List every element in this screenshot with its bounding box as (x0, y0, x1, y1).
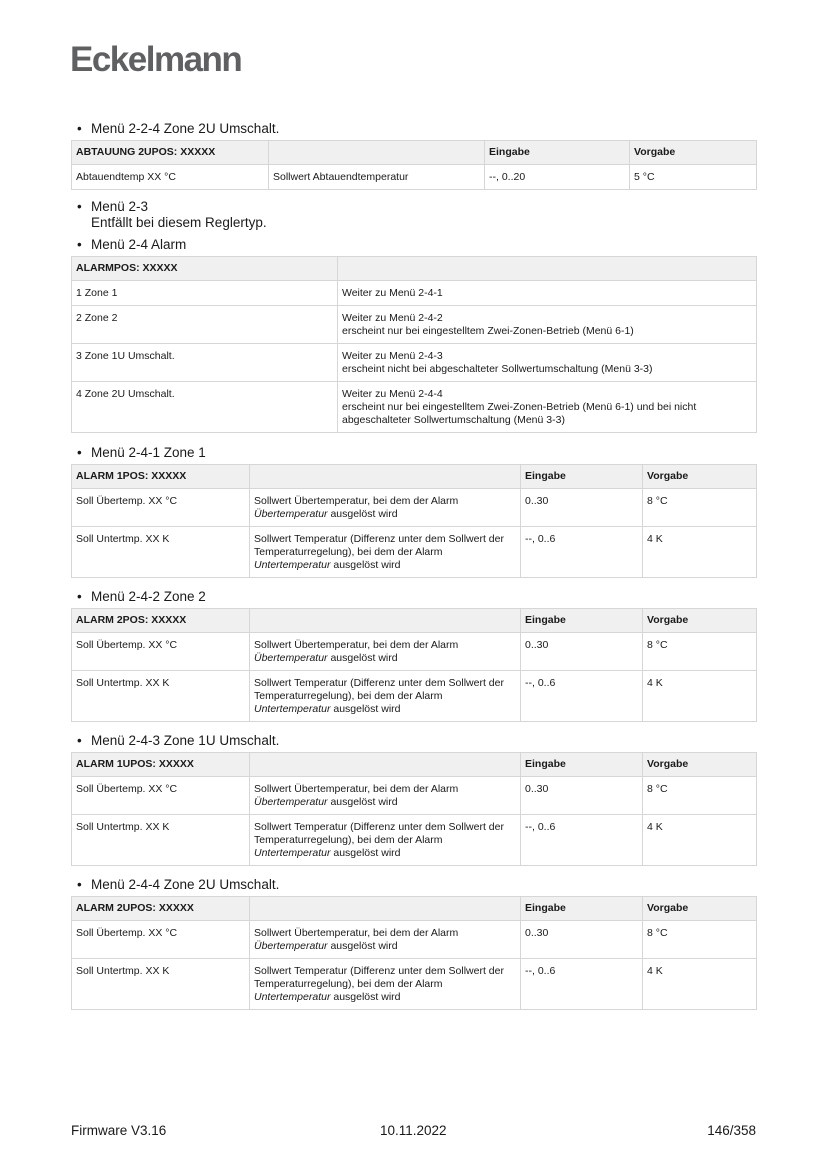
table-header-cell: Eingabe (485, 141, 630, 165)
parameter-table (71, 256, 757, 433)
table-header-row (72, 609, 757, 633)
table-header-cell: ALARM 2POS: XXXXX (72, 609, 250, 633)
table-header-row (72, 141, 757, 165)
table-row (72, 671, 757, 722)
menu-section (71, 121, 756, 190)
table-cell (250, 489, 521, 527)
table-row (72, 281, 757, 306)
parameter-table (71, 464, 757, 578)
cell-text: Temperaturregelung), bei dem der Alarm (254, 690, 443, 702)
menu-section (71, 199, 756, 231)
cell-text: ausgelöst wird (327, 940, 398, 952)
section-heading (71, 121, 756, 137)
cell-text: ausgelöst wird (330, 559, 401, 571)
table-cell: 8 °C (643, 489, 757, 527)
table-cell (338, 382, 757, 433)
cell-line (254, 703, 516, 716)
footer-date: 10.11.2022 (380, 1123, 447, 1138)
cell-text: Sollwert Temperatur (Differenz unter dem Sollwert der (254, 965, 504, 977)
cell-text: Sollwert Temperatur (Differenz unter dem Sollwert der (254, 533, 504, 545)
table-header-cell: Eingabe (521, 753, 643, 777)
cell-text: Sollwert Übertemperatur, bei dem der Alarm (254, 639, 459, 651)
table-row (72, 344, 757, 382)
table-header-row (72, 465, 757, 489)
table-header-cell: ALARM 1UPOS: XXXXX (72, 753, 250, 777)
cell-line (342, 388, 752, 401)
cell-text: Weiter zu Menü 2-4-4 (342, 388, 443, 400)
cell-text: Temperaturregelung), bei dem der Alarm (254, 546, 443, 558)
table-header-cell: Eingabe (521, 465, 643, 489)
section-heading (71, 733, 756, 749)
cell-line (254, 834, 516, 847)
table-header-row (72, 257, 757, 281)
cell-line (254, 940, 516, 953)
menu-section (71, 589, 756, 722)
cell-line (254, 677, 516, 690)
table-row (72, 921, 757, 959)
menu-section (71, 445, 756, 578)
section-heading-text: Menü 2-4-3 Zone 1U Umschalt. (91, 733, 280, 748)
menu-section (71, 237, 756, 433)
cell-line (254, 546, 516, 559)
cell-text: abgeschalteter Sollwertumschaltung (Menü 3-3) (342, 414, 565, 426)
table-header-cell (338, 257, 757, 281)
table-cell: Soll Übertemp. XX °C (72, 921, 250, 959)
parameter-table (71, 140, 757, 190)
cell-text: ausgelöst wird (330, 847, 401, 859)
table-header-cell: Vorgabe (643, 609, 757, 633)
table-cell: Abtauendtemp XX °C (72, 165, 269, 190)
table-row (72, 959, 757, 1010)
cell-text: ausgelöst wird (330, 991, 401, 1003)
cell-line (254, 559, 516, 572)
table-cell: Weiter zu Menü 2-4-1 (338, 281, 757, 306)
table-cell: Sollwert Abtauendtemperatur (269, 165, 485, 190)
table-cell: 5 °C (630, 165, 757, 190)
table-cell: 8 °C (643, 633, 757, 671)
cell-text: Sollwert Übertemperatur, bei dem der Alarm (254, 783, 459, 795)
cell-line (342, 363, 752, 376)
table-cell: Soll Untertmp. XX K (72, 671, 250, 722)
cell-line (254, 508, 516, 521)
footer-firmware: Firmware V3.16 (71, 1123, 167, 1138)
cell-line (342, 350, 752, 363)
section-heading (71, 237, 756, 253)
cell-text: ausgelöst wird (330, 703, 401, 715)
cell-text: ausgelöst wird (327, 796, 398, 808)
italic-term: Übertemperatur (254, 508, 328, 520)
cell-line (342, 401, 752, 414)
cell-line (342, 414, 752, 427)
italic-term: Untertemperatur (254, 703, 331, 715)
bullet-icon: • (77, 733, 82, 748)
cell-line (254, 639, 516, 652)
table-cell (250, 815, 521, 866)
table-cell (338, 344, 757, 382)
cell-line (254, 978, 516, 991)
cell-text: erscheint nur bei eingestelltem Zwei-Zonen-Betrieb (Menü 6-1) (342, 325, 634, 337)
cell-line (254, 965, 516, 978)
italic-term: Übertemperatur (254, 940, 328, 952)
table-header-cell: ABTAUUNG 2UPOS: XXXXX (72, 141, 269, 165)
section-heading (71, 199, 756, 215)
parameter-table (71, 608, 757, 722)
table-header-cell (269, 141, 485, 165)
table-cell: 0..30 (521, 489, 643, 527)
cell-line (342, 325, 752, 338)
table-cell: Soll Untertmp. XX K (72, 527, 250, 578)
table-row (72, 815, 757, 866)
table-row (72, 165, 757, 190)
italic-term: Untertemperatur (254, 559, 331, 571)
table-header-cell (250, 753, 521, 777)
cell-line (254, 533, 516, 546)
table-row (72, 777, 757, 815)
cell-text: Sollwert Temperatur (Differenz unter dem Sollwert der (254, 677, 504, 689)
table-header-cell: Vorgabe (643, 753, 757, 777)
table-cell: 4 K (643, 671, 757, 722)
bullet-icon: • (77, 877, 82, 892)
cell-text: Sollwert Übertemperatur, bei dem der Alarm (254, 927, 459, 939)
bullet-icon: • (77, 445, 82, 460)
italic-term: Übertemperatur (254, 796, 328, 808)
cell-line (254, 847, 516, 860)
table-header-row (72, 753, 757, 777)
table-row (72, 306, 757, 344)
table-cell: 8 °C (643, 921, 757, 959)
section-heading-text: Menü 2-3 (91, 199, 149, 214)
section-heading-text: Menü 2-2-4 Zone 2U Umschalt. (91, 121, 280, 136)
table-header-cell (250, 465, 521, 489)
italic-term: Untertemperatur (254, 847, 331, 859)
table-cell: 3 Zone 1U Umschalt. (72, 344, 338, 382)
table-cell: --, 0..6 (521, 959, 643, 1010)
section-heading (71, 589, 756, 605)
cell-text: ausgelöst wird (327, 652, 398, 664)
cell-line (254, 690, 516, 703)
cell-line (254, 495, 516, 508)
table-header-cell: ALARMPOS: XXXXX (72, 257, 338, 281)
bullet-icon: • (77, 199, 82, 214)
table-cell: Soll Untertmp. XX K (72, 815, 250, 866)
table-header-cell: Eingabe (521, 897, 643, 921)
table-cell: --, 0..20 (485, 165, 630, 190)
table-cell: --, 0..6 (521, 671, 643, 722)
table-cell: 0..30 (521, 633, 643, 671)
section-heading-text: Menü 2-4-2 Zone 2 (91, 589, 206, 604)
table-header-cell: Vorgabe (630, 141, 757, 165)
cell-line (254, 821, 516, 834)
bullet-icon: • (77, 589, 82, 604)
cell-text: Sollwert Temperatur (Differenz unter dem Sollwert der (254, 821, 504, 833)
table-header-cell: ALARM 1POS: XXXXX (72, 465, 250, 489)
table-header-cell: Vorgabe (643, 465, 757, 489)
table-row (72, 527, 757, 578)
table-cell: 8 °C (643, 777, 757, 815)
table-header-cell: ALARM 2UPOS: XXXXX (72, 897, 250, 921)
table-cell: 0..30 (521, 921, 643, 959)
section-heading (71, 877, 756, 893)
cell-text: erscheint nicht bei abgeschalteter Sollwertumschaltung (Menü 3-3) (342, 363, 653, 375)
table-cell (250, 921, 521, 959)
table-cell (250, 671, 521, 722)
bullet-icon: • (77, 237, 82, 252)
table-header-cell (250, 609, 521, 633)
cell-line (342, 312, 752, 325)
table-header-cell (250, 897, 521, 921)
section-note: Entfällt bei diesem Reglertyp. (91, 215, 267, 230)
cell-line (254, 783, 516, 796)
table-cell: 0..30 (521, 777, 643, 815)
table-cell: Soll Übertemp. XX °C (72, 633, 250, 671)
italic-term: Untertemperatur (254, 991, 331, 1003)
cell-line (254, 796, 516, 809)
table-header-cell: Eingabe (521, 609, 643, 633)
section-heading-text: Menü 2-4 Alarm (91, 237, 187, 252)
table-cell (338, 306, 757, 344)
section-heading-text: Menü 2-4-4 Zone 2U Umschalt. (91, 877, 280, 892)
table-cell: --, 0..6 (521, 815, 643, 866)
table-cell: 1 Zone 1 (72, 281, 338, 306)
table-cell: Soll Übertemp. XX °C (72, 489, 250, 527)
table-cell (250, 527, 521, 578)
cell-text: Temperaturregelung), bei dem der Alarm (254, 834, 443, 846)
footer-page-number: 146/358 (707, 1123, 756, 1138)
table-row (72, 633, 757, 671)
table-cell: 4 Zone 2U Umschalt. (72, 382, 338, 433)
eckelmann-logo: Eckelmann (70, 40, 242, 79)
section-heading-text: Menü 2-4-1 Zone 1 (91, 445, 206, 460)
italic-term: Übertemperatur (254, 652, 328, 664)
cell-line (254, 927, 516, 940)
table-header-cell: Vorgabe (643, 897, 757, 921)
table-cell: Soll Untertmp. XX K (72, 959, 250, 1010)
cell-line (254, 991, 516, 1004)
parameter-table (71, 896, 757, 1010)
section-heading (71, 445, 756, 461)
cell-text: ausgelöst wird (327, 508, 398, 520)
table-cell (250, 959, 521, 1010)
table-row (72, 382, 757, 433)
cell-text: Weiter zu Menü 2-4-3 (342, 350, 443, 362)
table-cell (250, 777, 521, 815)
table-cell: Soll Übertemp. XX °C (72, 777, 250, 815)
table-cell: 4 K (643, 959, 757, 1010)
table-cell: 4 K (643, 527, 757, 578)
bullet-icon: • (77, 121, 82, 136)
table-header-row (72, 897, 757, 921)
cell-text: erscheint nur bei eingestelltem Zwei-Zonen-Betrieb (Menü 6-1) und bei nicht (342, 401, 697, 413)
table-cell (250, 633, 521, 671)
table-row (72, 489, 757, 527)
table-cell: --, 0..6 (521, 527, 643, 578)
cell-text: Weiter zu Menü 2-4-2 (342, 312, 443, 324)
cell-line (254, 652, 516, 665)
table-cell: 4 K (643, 815, 757, 866)
table-cell: 2 Zone 2 (72, 306, 338, 344)
menu-section (71, 877, 756, 1010)
cell-text: Temperaturregelung), bei dem der Alarm (254, 978, 443, 990)
cell-text: Sollwert Übertemperatur, bei dem der Alarm (254, 495, 459, 507)
menu-section (71, 733, 756, 866)
parameter-table (71, 752, 757, 866)
